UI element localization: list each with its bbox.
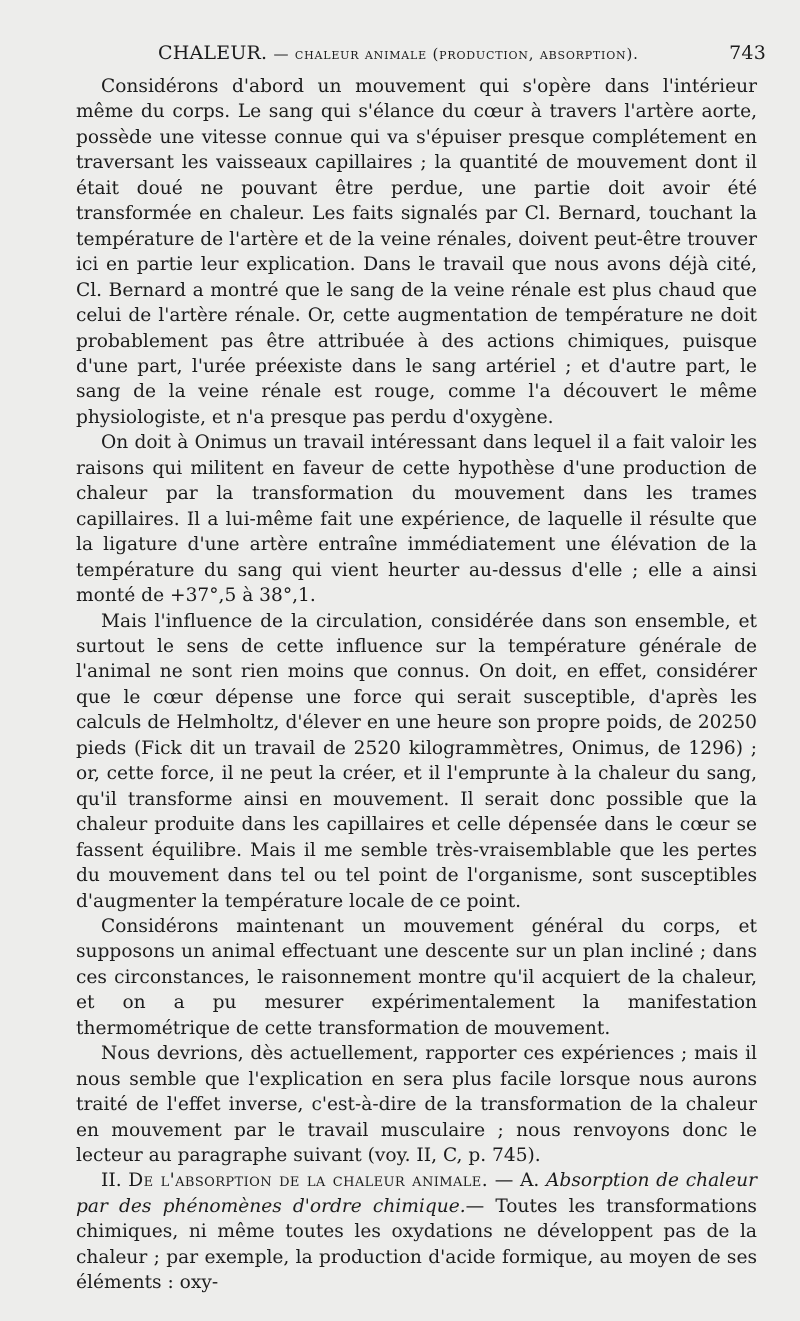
paragraph: Considérons maintenant un mouvement général du corps, et supposons un animal effectuant une descente sur un plan incliné ; dans ces circonstances, le raisonnement montre qu'il acquiert de la chaleur, et on a pu mesurer expérimentalement la manifestation thermométrique de cette transformation de mouvement. bbox=[76, 915, 757, 1039]
section-subheading: Absorption de chaleur par des phénomènes d'ordre chimique. bbox=[76, 1170, 757, 1217]
section-text: — Toutes les transformations chimiques, ni même toutes les oxydations ne développent pas de la chaleur ; par exemple, la production d'acide formique, au moyen de ses éléments : oxy- bbox=[76, 1195, 757, 1294]
running-head bbox=[158, 42, 639, 64]
body-text bbox=[76, 74, 757, 1296]
paragraph: Mais l'influence de la circulation, considérée dans son ensemble, et surtout le sens de cette influence sur la température générale de l'animal ne sont rien moins que connus. On doit, en effet, considérer que le cœur dépense une force qui serait susceptible, d'après les calculs de Helmholtz, d'élever en une heure son propre poids, de 20250 pieds (Fick dit un travail de 2520 kilogrammètres, Onimus, de 1296) ; or, cette force, il ne peut la créer, et il l'emprunte à la chaleur du sang, qu'il transforme ainsi en mouvement. Il serait donc possible que la chaleur produite dans les capillaires et celle dépensée dans le cœur se fassent équilibre. Mais il me semble très-vraisemblable que les pertes du mouvement dans tel ou tel point de l'organisme, sont susceptibles d'augmenter la température locale de ce point. bbox=[76, 610, 757, 912]
section-number: II. bbox=[101, 1170, 122, 1192]
running-title-sub: — chaleur animale (production, absorption). bbox=[273, 45, 639, 63]
section-heading: De l'absorption de la chaleur animale. bbox=[128, 1170, 489, 1192]
paragraph: On doit à Onimus un travail intéressant dans lequel il a fait valoir les raisons qui militent en faveur de cette hypothèse d'une production de chaleur par la transformation du mouvement dans les trames capillaires. Il a lui-même fait une expérience, de laquelle il résulte que la ligature d'une artère entraîne immédiatement une élévation de la température du sang qui vient heurter au-dessus d'elle ; elle a ainsi monté de +37°,5 à 38°,1. bbox=[76, 432, 757, 607]
page-number: 743 bbox=[729, 42, 766, 64]
paragraph: Nous devrions, dès actuellement, rapporter ces expériences ; mais il nous semble que l'explication en sera plus facile lorsque nous aurons traité de l'effet inverse, c'est-à-dire de la transformation de la chaleur en mouvement par le travail musculaire ; nous renvoyons donc le lecteur au paragraphe suivant (voy. II, C, p. 745). bbox=[76, 1043, 757, 1167]
page-header bbox=[76, 40, 766, 70]
section-dash: — A. bbox=[494, 1170, 540, 1192]
running-title-main: CHALEUR. bbox=[158, 42, 268, 64]
paragraph: Considérons d'abord un mouvement qui s'opère dans l'intérieur même du corps. Le sang qui s'élance du cœur à travers l'artère aorte, possède une vitesse connue qui va s'épuiser presque complétement en traversant les vaisseaux capillaires ; la quantité de mouvement dont il était doué ne pouvant être perdue, une partie doit avoir été transformée en chaleur. Les faits signalés par Cl. Bernard, touchant la température de l'artère et de la veine rénales, doivent peut-être trouver ici en partie leur explication. Dans le travail que nous avons déjà cité, Cl. Bernard a montré que le sang de la veine rénale est plus chaud que celui de l'artère rénale. Or, cette augmentation de température ne doit probablement pas être attribuée à des actions chimiques, puisque d'une part, l'urée préexiste dans le sang artériel ; et d'autre part, le sang de la veine rénale est rouge, comme l'a découvert le même physiologiste, et n'a presque pas perdu d'oxygène. bbox=[76, 76, 757, 428]
section-paragraph bbox=[76, 1168, 757, 1295]
